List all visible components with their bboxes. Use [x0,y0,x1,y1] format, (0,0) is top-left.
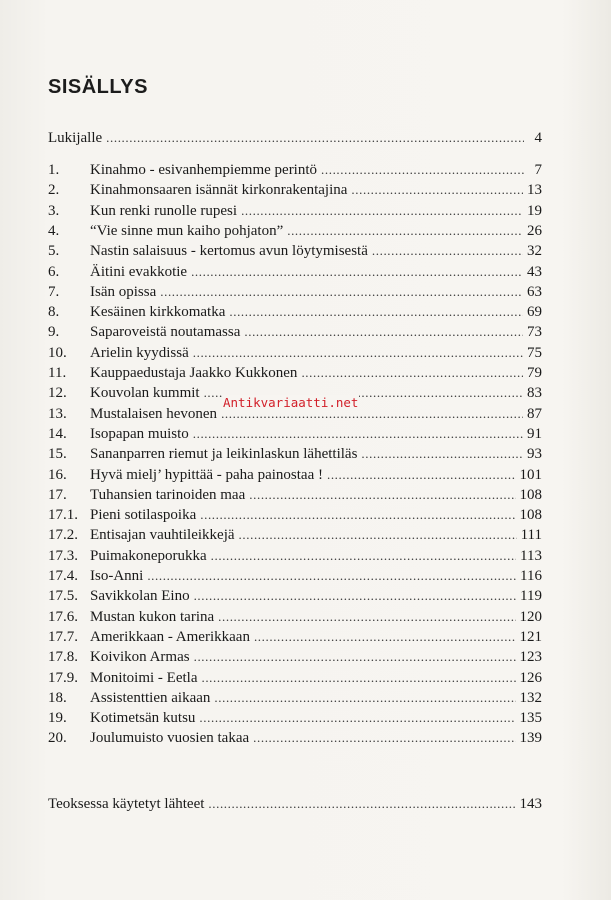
toc-entry-title: Kouvolan kummit [90,385,200,402]
toc-entry-page-number: 91 [527,425,542,442]
toc-entry-title: Mustalaisen hevonen [90,405,218,422]
toc-entry-number: 17.3. [48,547,78,564]
dot-leader [194,586,516,606]
toc-entry-number: 11. [48,365,67,381]
toc-entry-page-number: 132 [519,689,542,706]
dot-leader [193,343,523,363]
page-title: SISÄLLYS [48,76,148,98]
toc-entry [48,668,542,688]
toc-entry-title: Kinahmo - esivanhempiemme perintö [90,162,318,178]
toc-entry-page-number: 108 [519,507,542,524]
toc-entry [48,424,542,444]
toc-entry [48,708,542,728]
toc-entry-page-number: 4 [534,130,542,146]
dot-leader [287,221,523,241]
toc-entry-number: 18. [48,689,67,706]
toc-entry-number: 15. [48,446,67,463]
toc-entry-number: 16. [48,466,67,483]
toc-entry-title: Lukijalle [48,130,103,146]
dot-leader [191,262,523,282]
toc-entry-title: Iso-Anni [90,568,144,584]
toc-entry-title: Entisajan vauhtileikkejä [90,527,235,544]
toc-entry-page-number: 119 [520,588,542,605]
toc-entry-title: Isopapan muisto [90,425,189,442]
toc-entry [48,201,542,221]
toc-entry-number: 17.8. [48,649,78,666]
toc-entry-number: 19. [48,710,67,727]
toc-entry-title: Hyvä mielj’ hypittää - paha painostaa ! [90,466,323,483]
toc-entry-number: 17.7. [48,628,78,645]
toc-entry-title: Monitoimi - Eetla [90,669,198,686]
toc-entry-page-number: 111 [520,527,542,544]
toc-entry [48,180,542,200]
toc-entry-title: Amerikkaan - Amerikkaan [90,628,250,645]
toc-entry-number: 20. [48,730,67,747]
toc-entry-number: 17.6. [48,608,78,625]
toc-entry-page-number: 75 [527,344,542,361]
toc-entry [48,627,542,647]
dot-leader [351,180,523,200]
toc-entry-page-number: 7 [534,162,542,178]
toc-entry-title: “Vie sinne mun kaiho pohjaton” [90,222,284,239]
toc-entry-title: Savikkolan Eino [90,588,190,605]
toc-entry-page-number: 19 [527,202,542,219]
toc-entry-title: Arielin kyydissä [90,344,189,361]
toc-entry-page-number: 139 [519,730,542,747]
toc-entry-page-number: 43 [527,263,542,280]
toc-entry-number: 4. [48,222,60,239]
toc-entry [48,688,542,708]
toc-entry-number: 17.4. [48,568,78,584]
toc-entry [48,586,542,606]
toc-entry-title: Tuhansien tarinoiden maa [90,486,246,503]
toc-entry-title: Kotimetsän kutsu [90,710,196,727]
toc-entry [48,794,542,814]
dot-leader [301,363,523,383]
toc-entry [48,160,542,180]
toc-entry-number: 12. [48,385,67,402]
dot-leader [372,241,523,261]
toc-entry [48,322,542,342]
toc-entry-page-number: 13 [527,182,542,199]
toc-entry-title: Äitini evakkotie [90,263,188,280]
toc-entry-number: 8. [48,304,60,321]
dot-leader [208,794,515,814]
toc-entry-page-number: 113 [520,547,542,564]
toc-entry-page-number: 120 [519,608,542,625]
toc-entry-title: Kesäinen kirkkomatka [90,304,226,321]
toc-entry-page-number: 123 [519,649,542,666]
toc-entry [48,505,542,525]
toc-entry-title: Puimakoneporukka [90,547,207,564]
toc-entry-title: Assistenttien aikaan [90,689,211,706]
dot-leader [249,485,515,505]
toc-entry [48,647,542,667]
toc-entry-page-number: 108 [519,486,542,503]
toc-entry [48,444,542,464]
toc-entry-number: 1. [48,162,60,178]
toc-entry-number: 13. [48,405,67,422]
toc-entry [48,566,542,586]
toc-entry-number: 10. [48,344,67,361]
toc-entry-title: Isän opissa [90,283,157,300]
toc-entry [48,282,542,302]
dot-leader [106,128,524,148]
toc-entry [48,363,542,383]
toc-entry-number: 3. [48,202,60,219]
toc-entry-title: Teoksessa käytetyt lähteet [48,796,205,812]
toc-entry [48,128,542,148]
dot-leader [200,505,515,525]
dot-leader [193,424,523,444]
toc-entry-page-number: 93 [527,446,542,463]
toc-entry [48,302,542,322]
toc-entry-page-number: 26 [527,222,542,239]
dot-leader [214,688,515,708]
toc-entry-page-number: 135 [519,710,542,727]
dot-leader [327,465,516,485]
toc-entry-title: Kinahmonsaaren isännät kirkonrakentajina [90,182,348,199]
dot-leader [199,708,515,728]
toc-entry-number: 17.2. [48,527,78,544]
toc-entry-title: Pieni sotilaspoika [90,507,197,524]
toc-entry-title: Koivikon Armas [90,649,190,666]
dot-leader [201,668,515,688]
dot-leader [147,566,516,586]
toc-entry [48,262,542,282]
toc-entry-number: 14. [48,425,67,442]
toc-entry-title: Kun renki runolle rupesi [90,202,238,219]
toc-entry-page-number: 116 [520,568,542,584]
toc-entry-title: Saparoveistä noutamassa [90,324,241,341]
toc-entry-number: 17.5. [48,588,78,605]
dot-leader [239,525,517,545]
dot-leader [218,607,515,627]
toc-entry-title: Mustan kukon tarina [90,608,215,625]
toc-entry-page-number: 126 [519,669,542,686]
toc-entry-title: Nastin salaisuus - kertomus avun löytymisestä [90,243,368,260]
dot-leader [194,647,516,667]
dot-leader [160,282,523,302]
toc-entry [48,343,542,363]
toc-entry-page-number: 121 [519,628,542,645]
dot-leader [211,546,516,566]
toc-entry-title: Kauppaedustaja Jaakko Kukkonen [90,365,298,381]
toc-entry-page-number: 101 [519,466,542,483]
toc-entry-title: Joulumuisto vuosien takaa [90,730,250,747]
toc-entry-number: 17.9. [48,669,78,686]
toc-entry-number: 17.1. [48,507,78,524]
toc-entry-title: Sananparren riemut ja leikinlaskun lähettiläs [90,446,358,463]
toc-entry-page-number: 143 [519,796,542,812]
dot-leader [229,302,523,322]
toc-entry-number: 2. [48,182,60,199]
dot-leader [244,322,523,342]
toc-entry-page-number: 32 [527,243,542,260]
toc-entry [48,728,542,748]
toc-entry [48,525,542,545]
toc-entry-page-number: 79 [527,365,542,381]
toc-entry [48,485,542,505]
dot-leader [321,160,524,180]
toc-entry [48,465,542,485]
toc-entry [48,546,542,566]
watermark: Antikvariaatti.net [223,395,359,410]
toc-entry-page-number: 73 [527,324,542,341]
toc-entry-page-number: 69 [527,304,542,321]
toc-entry-page-number: 87 [527,405,542,422]
toc-entry-number: 17. [48,486,67,503]
dot-leader [253,728,515,748]
toc-entry-number: 9. [48,324,60,341]
dot-leader [254,627,516,647]
toc-entry [48,607,542,627]
dot-leader [361,444,523,464]
toc-entry-page-number: 63 [527,283,542,300]
toc-entry-number: 6. [48,263,60,280]
dot-leader [241,201,523,221]
toc-entry-page-number: 83 [527,385,542,402]
toc-entry-number: 7. [48,283,60,300]
toc-entry-number: 5. [48,243,60,260]
toc-entry [48,241,542,261]
toc-entry [48,221,542,241]
